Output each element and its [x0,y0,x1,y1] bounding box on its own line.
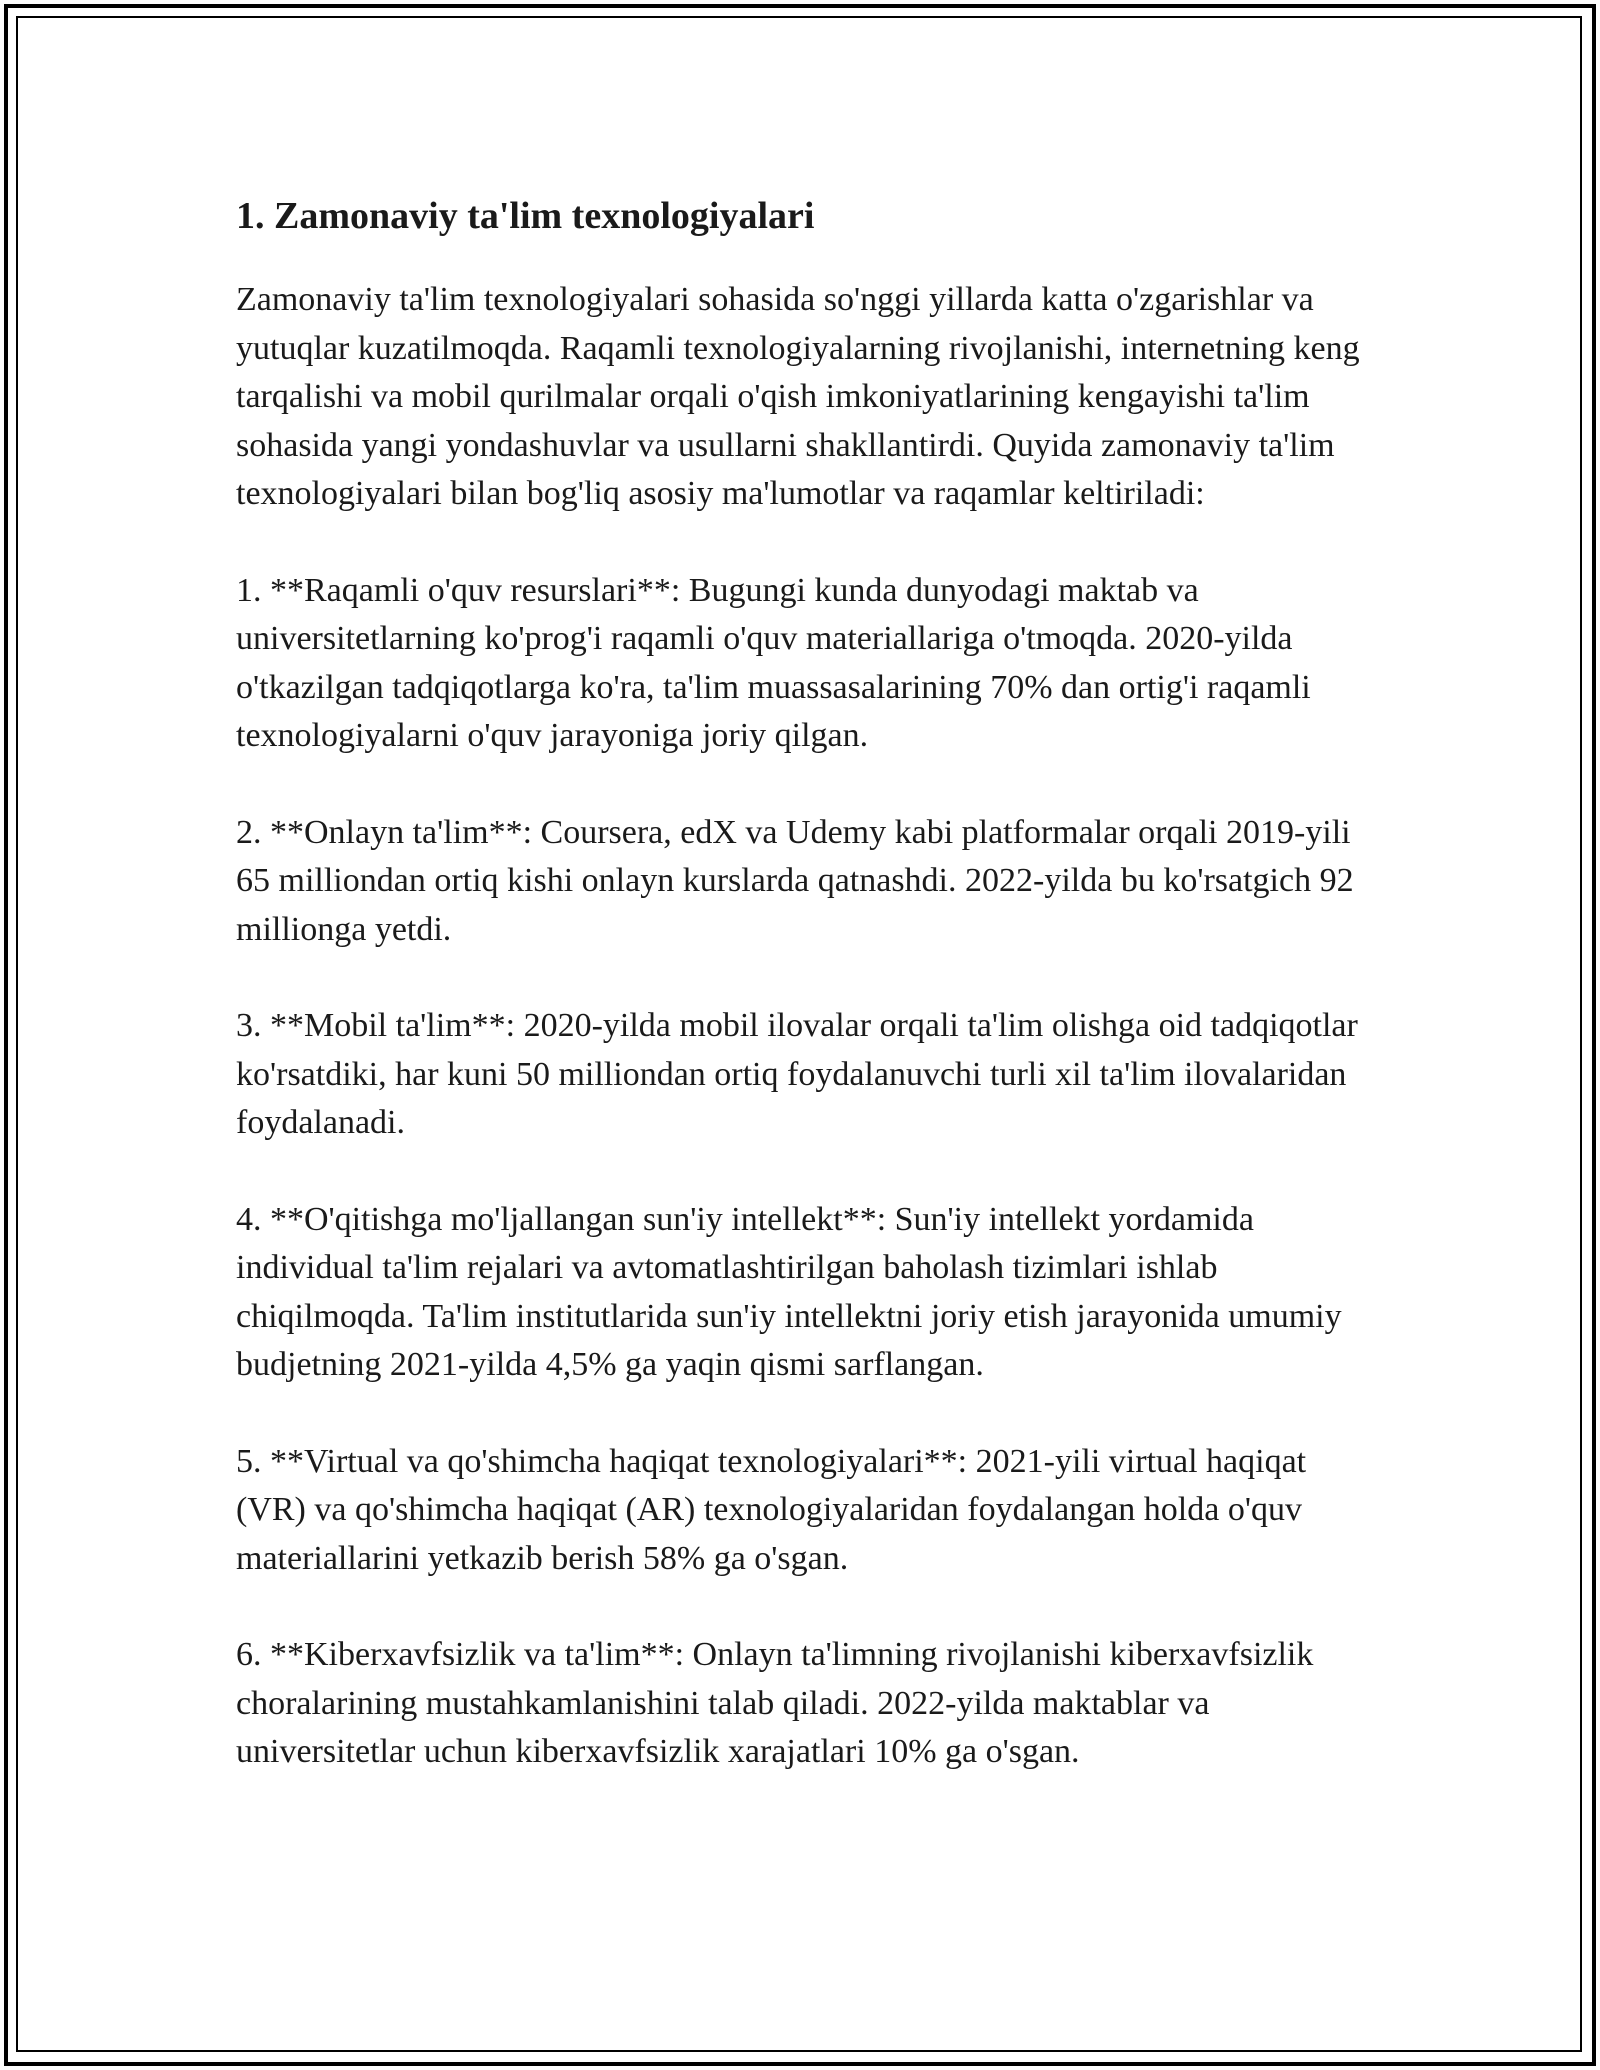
intro-paragraph: Zamonaviy ta'lim texnologiyalari sohasida so'nggi yillarda katta o'zgarishlar va yutuqlar kuzatilmoqda. Raqamli texnologiyalarning rivojlanishi, internetning keng tarqalishi va mobil qurilmalar orqali o'qish imkoniyatlarining kengayishi ta'lim sohasida yangi yondashuvlar va usullarni shakllantirdi. Quyida zamonaviy ta'lim texnologiyalari bilan bog'liq asosiy ma'lumotlar va raqamlar keltiriladi: [236,281,1360,512]
list-item-cybersecurity: 6. **Kiberxavfsizlik va ta'lim**: Onlayn ta'limning rivojlanishi kiberxavfsizlik choralarining mustahkamlanishini talab qiladi. 2022-yilda maktablar va universitetlar uchun kiberxavfsizlik xarajatlari 10% ga o'sgan. [236,1636,1314,1770]
list-item-vr-ar: 5. **Virtual va qo'shimcha haqiqat texnologiyalari**: 2021-yili virtual haqiqat (VR) va qo'shimcha haqiqat (AR) texnologiyalaridan foydalangan holda o'quv materiallarini yetkazib berish 58% ga o'sgan. [236,1442,1307,1577]
list-item-digital-resources: 1. **Raqamli o'quv resurslari**: Bugungi kunda dunyodagi maktab va universitetlarning ko'prog'i raqamli o'quv materiallariga o'tmoqda. 2020-yilda o'tkazilgan tadqiqotlarga ko'ra, ta'lim muassasalarining 70% dan ortig'i raqamli texnologiyalarni o'quv jarayoniga joriy qilgan. [236,571,1311,754]
document-body [236,188,1384,1825]
list-item-mobile-learning: 3. **Mobil ta'lim**: 2020-yilda mobil ilovalar orqali ta'lim olishga oid tadqiqotlar ko'rsatdiki, har kuni 50 milliondan ortiq foydalanuvchi turli xil ta'lim ilovalaridan foydalanadi. [236,1007,1358,1141]
list-item-artificial-intelligence: 4. **O'qitishga mo'ljallangan sun'iy intellekt**: Sun'iy intellekt yordamida individual ta'lim rejalari va avtomatlashtirilgan baholash tizimlari ishlab chiqilmoqda. Ta'lim institutlarida sun'iy intellektni joriy etish jarayonida umumiy budjetning 2021-yilda 4,5% ga yaqin qismi sarflangan. [236,1200,1342,1383]
section-title: 1. Zamonaviy ta'lim texnologiyalari [236,195,815,237]
list-item-online-learning: 2. **Onlayn ta'lim**: Coursera, edX va Udemy kabi platformalar orqali 2019-yili 65 milliondan ortiq kishi onlayn kurslarda qatnashdi. 2022-yilda bu ko'rsatgich 92 millionga yetdi. [236,813,1354,948]
